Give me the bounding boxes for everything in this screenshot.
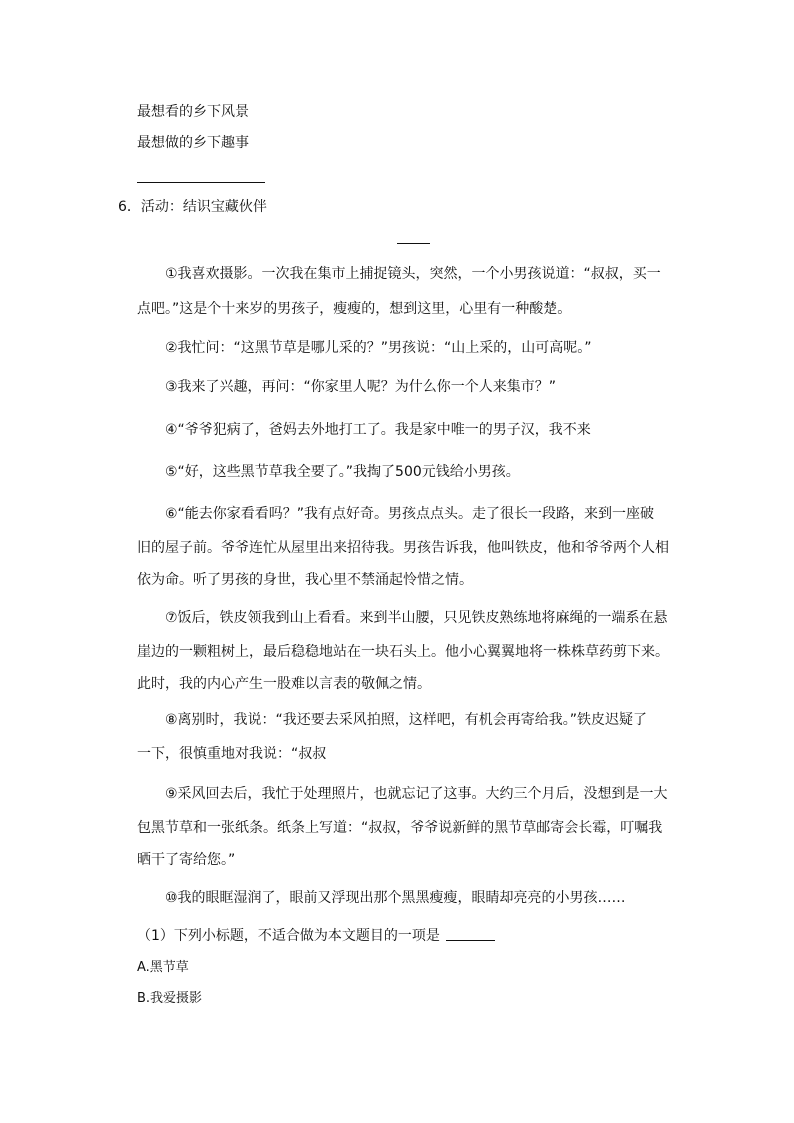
paragraph-line: ②我忙问：“这黑节草是哪儿采的？”男孩说：“山上采的，山可高呢。” — [165, 340, 592, 356]
paragraph-line: 晒干了寄给您。” — [137, 852, 236, 868]
question-title: 活动：结识宝藏伙伴 — [140, 199, 267, 215]
paragraph-line: 崖边的一颗粗树上，最后稳稳地站在一块石头上。他小心翼翼地将一株株草药剪下来。 — [137, 644, 669, 660]
paragraph-line: ⑥“能去你家看看吗？”我有点好奇。男孩点点头。走了很长一段路，来到一座破 — [165, 506, 655, 522]
paragraph-line: ⑤“好，这些黑节草我全要了。”我掏了500元钱给小男孩。 — [165, 464, 520, 480]
option-b[interactable]: B.我爱摄影 — [137, 991, 203, 1006]
paragraph-line: ⑩我的眼眶湿润了，眼前又浮现出那个黑黑瘦瘦，眼睛却亮亮的小男孩…… — [165, 890, 626, 906]
answer-blank[interactable] — [137, 182, 265, 183]
paragraph-line: ⑨采风回去后，我忙于处理照片，也就忘记了这事。大约三个月后，没想到是一大 — [165, 786, 668, 802]
paragraph-line: 一下，很慎重地对我说：“叔叔 — [137, 746, 327, 762]
paragraph-line: ⑧离别时，我说：“我还要去采风拍照，这样吧，有机会再寄给我。”铁皮迟疑了 — [165, 712, 648, 728]
paragraph-line: ③我来了兴趣，再问：“你家里人呢？为什么你一个人来集市？” — [165, 379, 557, 395]
paragraph-line: 此时，我的内心产生一股难以言表的敬佩之情。 — [137, 676, 431, 692]
paragraph-line: 依为命。听了男孩的身世，我心里不禁涌起怜惜之情。 — [137, 572, 473, 588]
question-heading — [118, 197, 267, 217]
paragraph-line: 旧的屋子前。爷爷连忙从屋里出来招待我。男孩告诉我，他叫铁皮，他和爷爷两个人相 — [137, 540, 669, 556]
text-line: 最想看的乡下风景 — [137, 104, 249, 120]
paragraph-line: ④“爷爷犯病了，爸妈去外地打工了。我是家中唯一的男子汉，我不来 — [165, 422, 591, 438]
option-a[interactable]: A.黑节草 — [137, 960, 189, 975]
paragraph-line: ①我喜欢摄影。一次我在集市上捕捉镜头，突然，一个小男孩说道：“叔叔，买一 — [165, 266, 661, 282]
paragraph-line: ⑦饭后，铁皮领我到山上看看。来到半山腰，只见铁皮熟练地将麻绳的一端系在悬 — [165, 610, 668, 626]
paragraph-line: 包黑节草和一张纸条。纸条上写道：“叔叔，爷爷说新鲜的黑节草邮寄会长霉，叮嘱我 — [137, 820, 663, 836]
text-line: 最想做的乡下趣事 — [137, 135, 249, 151]
subquestion-text: （1）下列小标题，不适合做为本文题目的一项是 — [137, 928, 440, 944]
question-number: 6． — [118, 199, 141, 215]
answer-blank[interactable] — [446, 940, 495, 941]
paragraph-line: 点吧。”这是个十来岁的男孩子，瘦瘦的，想到这里，心里有一种酸楚。 — [137, 301, 572, 317]
title-blank[interactable] — [397, 243, 430, 244]
